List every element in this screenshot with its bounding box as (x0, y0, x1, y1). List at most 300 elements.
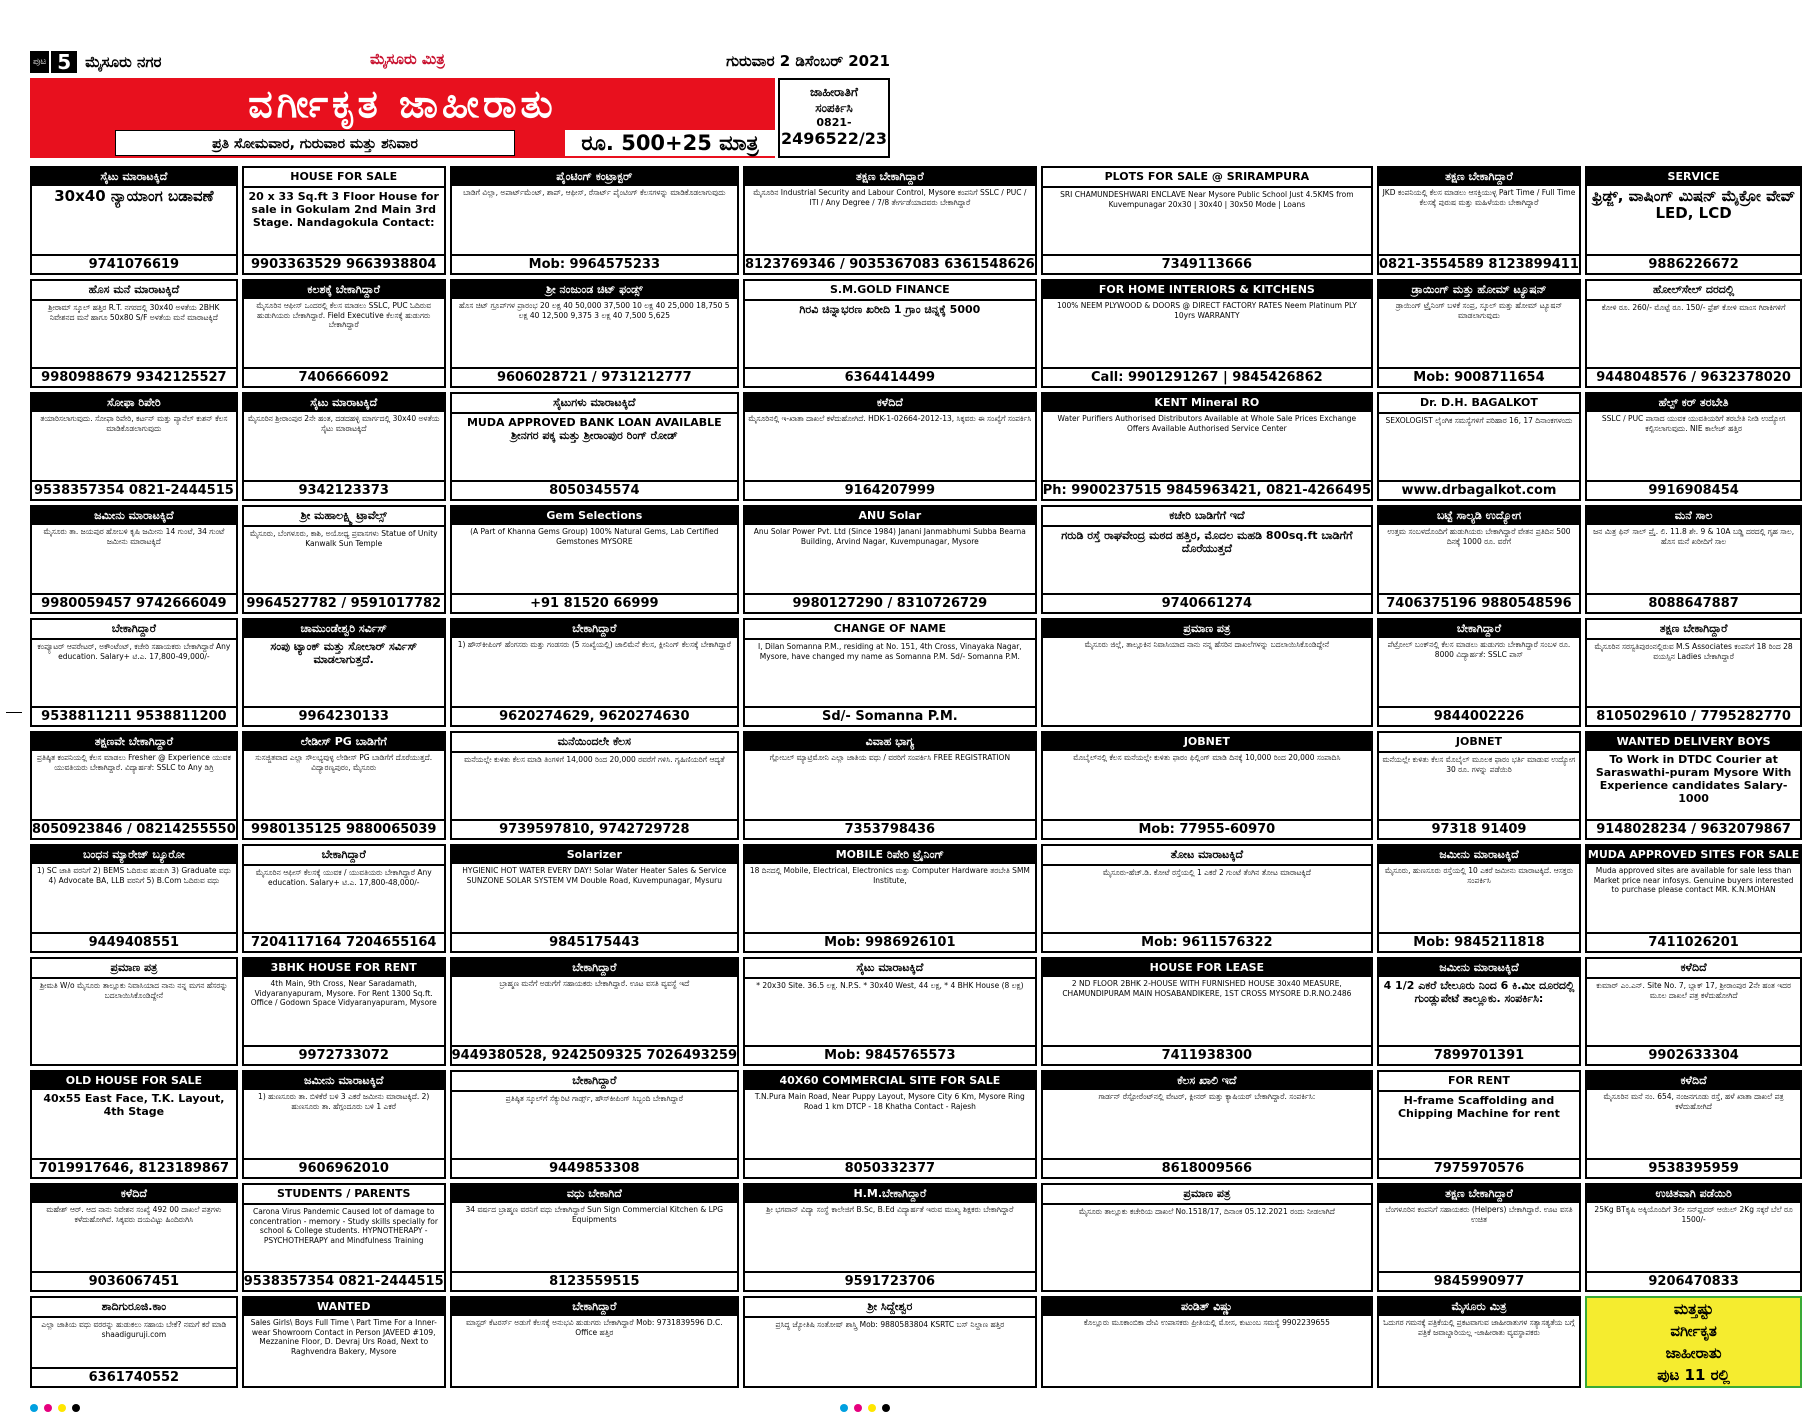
classified-ad (30, 392, 238, 501)
ad-heading: ಜಮೀನು ಮಾರಾಟಕ್ಕಿದೆ (244, 1072, 444, 1090)
ad-heading: ವಧು ಬೇಕಾಗಿದೆ (452, 1185, 737, 1203)
ad-body: ಮೈಸೂರು, ಹುಣಸೂರು ರಸ್ತೆಯಲ್ಲಿ 10 ಎಕರೆ ಜಮೀನು ಮಾರಾಟಕ್ಕಿದೆ. ಆಸಕ್ತರು ಸಂಪರ್ಕಿಸಿ (1384, 866, 1574, 885)
ad-phone: 8050345574 (452, 480, 737, 499)
ad-phone: Mob: 9845765573 (745, 1045, 1035, 1064)
ad-heading: ಕಳೆದಿದೆ (32, 1185, 236, 1203)
more-panel-line2: ವರ್ಗೀಕೃತ (1670, 1322, 1717, 1340)
ad-heading: SERVICE (1587, 168, 1800, 186)
classified-ad (450, 1296, 739, 1388)
ad-phone: www.drbagalkot.com (1379, 480, 1579, 499)
ad-phone: 7406666092 (244, 367, 444, 386)
ad-heading: ಪೈಂಟಿಂಗ್ ಕಂಟ್ರಾಕ್ಟರ್ (452, 168, 737, 186)
ad-heading: ಹೊಸ ಮನೆ ಮಾರಾಟಕ್ಕಿದೆ (32, 281, 236, 301)
more-classifieds-panel (1585, 1296, 1802, 1388)
ad-heading: STUDENTS / PARENTS (244, 1185, 444, 1205)
classified-ad (1041, 957, 1373, 1066)
classified-ad (1377, 844, 1581, 953)
ad-heading: ಉಚಿತವಾಗಿ ಪಡೆಯಿರಿ (1587, 1185, 1800, 1203)
ad-body: * 20x30 Site. 36.5 ಲಕ್ಷ. N.P.S. * 30x40 West, 44 ಲಕ್ಷ, * 4 BHK House (8 ಲಕ್ಷ) (756, 981, 1024, 990)
classified-ad (242, 1070, 446, 1179)
ad-body: ಸುಸಜ್ಜಿತವಾದ ಎಲ್ಲಾ ಸೌಲಭ್ಯವುಳ್ಳ ಲೇಡೀಸ್ PG ಬಾಡಿಗೆಗೆ ದೊರೆಯುತ್ತದೆ. ವಿದ್ಯಾರಣ್ಯಪುರಂ, ಮೈಸೂರು (255, 753, 433, 772)
ad-phone: 7353798436 (745, 819, 1035, 838)
ad-body: SSLC / PUC ಪಾಸಾದ ಯುವಕ ಯುವತಿಯರಿಗೆ ತರಬೇತಿ ನೀಡಿ ಉದ್ಯೋಗ ಕಲ್ಪಿಸಲಾಗುವುದು. NIE ಕಾಲೇಜ್ ಹತ್ತಿರ (1601, 414, 1786, 433)
ad-body: ಶ್ರೀ ಭಗವಾನ್ ವಿದ್ಯಾ ಸಂಸ್ಥೆ ಕಾಲೇಜಿಗೆ B.Sc, B.Ed ವಿದ್ಯಾರ್ಹತೆ ಇರುವ ಮುಖ್ಯ ಶಿಕ್ಷಕರು ಬೇಕಾಗಿದ್ದಾರೆ (766, 1205, 1014, 1214)
ad-body: 100% NEEM PLYWOOD & DOORS @ DIRECT FACTORY RATES Neem Platinum PLY 10yrs WARRANTY (1056, 301, 1357, 320)
yellow-dot (58, 1404, 66, 1412)
ad-phone: 8618009566 (1043, 1158, 1371, 1177)
contact-line-4: 2496522/23 (780, 129, 888, 148)
ad-body: ಹೊಸ ಚಿಟ್ ಗ್ರೂಪ್‌ಗಳ ಪ್ರಾರಂಭ 20 ಲಕ್ಷ 40 50,000 37,500 10 ಲಕ್ಷ 40 25,000 18,750 5 ಲಕ್ಷ 40 12,500 9,375 3 ಲಕ್ಷ 40 7,500 5,625 (459, 301, 730, 320)
ad-phone: 8123769346 / 9035367083 6361548626 (745, 254, 1035, 273)
ad-phone: 9903363529 9663938804 (244, 254, 444, 273)
page-prefix: ಪುಟ (30, 51, 49, 73)
ad-phone: 8088647887 (1587, 593, 1800, 612)
ad-body: JKD ಕಂಪನಿಯಲ್ಲಿ ಕೆಲಸ ಮಾಡಲು ಆಸಕ್ತಿಯುಳ್ಳ Part Time / Full Time ಕೆಲಸಕ್ಕೆ ಪುರುಷ ಮತ್ತು ಮಹಿಳೆಯರು ಬೇಕಾಗಿದ್ದಾರೆ (1382, 188, 1576, 207)
ad-phone: 9538811211 9538811200 (32, 706, 236, 725)
ad-heading: CHANGE OF NAME (745, 620, 1035, 640)
ad-heading: PLOTS FOR SALE @ SRIRAMPURA (1043, 168, 1371, 188)
ad-body: ಬ್ರಾಹ್ಮಣ ಮನೆಗೆ ಅಡುಗೆಗೆ ಸಹಾಯಕರು ಬೇಕಾಗಿದ್ದಾರೆ. ಊಟ ವಸತಿ ವ್ಯವಸ್ಥೆ ಇದೆ (499, 979, 690, 988)
classified-ad (1585, 1183, 1802, 1292)
ad-heading: OLD HOUSE FOR SALE (32, 1072, 236, 1090)
ad-body: ಕುಮಾರ್ ಎಂ.ಎನ್. Site No. 7, ಬ್ಲಾಕ್ 17, ಶ್ರೀರಾಂಪುರ 2ನೇ ಹಂತ ಇದರ ಮೂಲ ದಾಖಲೆ ಪತ್ರ ಕಳೆದುಹೋಗಿದೆ (1596, 981, 1791, 1000)
classified-ad (242, 505, 446, 614)
classified-ad (242, 1296, 446, 1388)
ad-phone: 7899701391 (1379, 1045, 1579, 1064)
ad-heading: ಸೈಟು ಮಾರಾಟಕ್ಕಿದೆ (32, 168, 236, 186)
classified-ad (1377, 392, 1581, 501)
classified-ad (743, 844, 1037, 953)
ad-phone: Call: 9901291267 | 9845426862 (1043, 367, 1371, 386)
ad-heading: ಲೇಡೀಸ್ PG ಬಾಡಿಗೆಗೆ (244, 733, 444, 751)
classified-ad (1041, 279, 1373, 388)
classified-ad (242, 731, 446, 840)
ad-heading: WANTED DELIVERY BOYS (1587, 733, 1800, 751)
newspaper-logo: ಮೈಸೂರು ಮಿತ್ರ (370, 50, 445, 68)
ad-phone: 9902633304 (1587, 1045, 1800, 1064)
ad-heading: ಸೈಟು ಮಾರಾಟಕ್ಕಿದೆ (745, 959, 1035, 979)
classified-ad (30, 1070, 238, 1179)
ad-body: 1) ಹುಣಸೂರು ತಾ. ಬಿಳಿಕೆರೆ ಬಳಿ 3 ಎಕರೆ ಜಮೀನು ಮಾರಾಟಕ್ಕಿದೆ. 2) ಹುಣಸೂರು ತಾ. ಹೆಗ್ಗಂದೂರು ಬಳಿ 1 ಎಕರೆ (258, 1092, 430, 1111)
classified-ad (1041, 505, 1373, 614)
ad-body: ಪ್ರತಿಷ್ಠಿತ ಸ್ಕೂಲ್‌ಗೆ ಸೆಕ್ಯುರಿಟಿ ಗಾರ್ಡ್ಸ್, ಹೌಸ್‌ಕೀಪಿಂಗ್ ಸಿಬ್ಬಂದಿ ಬೇಕಾಗಿದ್ದಾರೆ (505, 1094, 683, 1103)
ad-heading: ತಕ್ಷಣ ಬೇಕಾಗಿದ್ದಾರೆ (745, 168, 1035, 186)
ad-phone: 7411026201 (1587, 932, 1800, 951)
classified-ad (30, 279, 238, 388)
ad-body: 4 1/2 ಎಕರೆ ಬೇಲೂರು ನಿಂದ 6 ಕಿ.ಮೀ ದೂರದಲ್ಲಿ ಗುಂಡ್ಲುಪೇಟೆ ತಾಲ್ಲೂಕು. ಸಂಪರ್ಕಿಸಿ: (1383, 979, 1575, 1005)
ad-heading: Solarizer (452, 846, 737, 864)
ad-heading: ಬೇಕಾಗಿದ್ದಾರೆ (452, 1072, 737, 1092)
ad-body: ಮೈಸೂರಿನ ಆಫೀಸ್ ಒಂದರಲ್ಲಿ ಕೆಲಸ ಮಾಡಲು SSLC, PUC ಓದಿರುವ ಹುಡುಗಿಯರು ಬೇಕಾಗಿದ್ದಾರೆ. Field Executive ಕೆಲಸಕ್ಕೆ ಹುಡುಗರು ಬೇಕಾಗಿದ್ದಾರೆ (256, 301, 432, 329)
ad-phone: 7204117164 7204655164 (244, 932, 444, 951)
ad-body: ಮೈಸೂರು, ಬೆಂಗಳೂರು, ಕಾಶಿ, ಅಯೋಧ್ಯ ಪ್ರವಾಸಗಳು Statue of Unity Kanwalk Sun Temple (249, 529, 438, 548)
classified-ad (30, 1183, 238, 1292)
classified-ad (450, 618, 739, 727)
classified-ad (242, 392, 446, 501)
ad-heading: ಬೇಕಾಗಿದ್ದಾರೆ (452, 959, 737, 977)
classified-ad (1377, 957, 1581, 1066)
registration-dots-right (840, 1404, 890, 1412)
ad-heading: ಶಾದಿಗುರೂಜಿ.ಕಾಂ (32, 1298, 236, 1318)
ad-body: SEXOLOGIST ಲೈಂಗಿಕ ಸಮಸ್ಯೆಗಳಿಗೆ ಪರಿಹಾರ 16, 17 ದಿನಾಂಕಗಳಂದು (1385, 416, 1573, 425)
cyan-dot (30, 1404, 38, 1412)
ad-body: To Work in DTDC Courier at Saraswathi-puram Mysore With Experience candidates Salary-1000 (1595, 753, 1792, 805)
classified-ad (242, 166, 446, 275)
ad-heading: ತಕ್ಷಣ ಬೇಕಾಗಿದ್ದಾರೆ (1379, 168, 1579, 186)
ad-body: SRI CHAMUNDESHWARI ENCLAVE Near Mysore Public School Just 4.5KMS from Kuvempunagar 20x30 | 30x40 | 30x50 Mode | Loans (1060, 190, 1354, 209)
ad-heading: MOBILE ರಿಪೇರಿ ಟ್ರೈನಿಂಗ್ (745, 846, 1035, 864)
ad-body: ಮೈಸೂರಿನಲ್ಲಿ ಇ-ಖಾತಾ ದಾಖಲೆ ಕಳೆದುಹೋಗಿದೆ. HDK-1-02664-2012-13, ಸಿಕ್ಕವರು ಈ ಸಂಖ್ಯೆಗೆ ಸಂಪರ್ಕಿಸಿ (748, 414, 1032, 423)
ad-heading: FOR RENT (1379, 1072, 1579, 1092)
ad-phone: Sd/- Somanna P.M. (745, 706, 1035, 725)
registration-dots-left (30, 1404, 80, 1412)
ad-phone: 9964230133 (244, 706, 444, 725)
contact-line-2: ಸಂಪರ್ಕಿಸಿ (815, 101, 853, 115)
classified-ad (743, 1183, 1037, 1292)
ad-heading: ಬೇಕಾಗಿದ್ದಾರೆ (452, 1298, 737, 1316)
ad-body: 34 ವರ್ಷದ ಬ್ರಾಹ್ಮಣ ವರನಿಗೆ ವಧು ಬೇಕಾಗಿದ್ದಾರೆ Sun Sign Commercial Kitchen & LPG Equipments (465, 1205, 724, 1224)
section-city: ಮೈಸೂರು ನಗರ (85, 53, 162, 71)
ad-heading: 3BHK HOUSE FOR RENT (244, 959, 444, 977)
classified-ad (743, 618, 1037, 727)
ad-heading: 40X60 COMMERCIAL SITE FOR SALE (745, 1072, 1035, 1090)
ad-phone: 9206470833 (1587, 1271, 1800, 1290)
classified-ad (30, 1296, 238, 1388)
ad-body: ಮೈಸೂರಿನ ಸರಸ್ವತಿಪುರಂನಲ್ಲಿರುವ M.S Associates ಕಂಪನಿಗೆ 18 ರಿಂದ 28 ವಯಸ್ಸಿನ Ladies ಬೇಕಾಗಿದ್ದಾರೆ (1594, 642, 1793, 661)
classified-ad (30, 844, 238, 953)
ad-body: ಎಲ್ಲಾ ಜಾತಿಯ ವಧು ವರರನ್ನು ಹುಡುಕಲು ಸಹಾಯ ಬೇಕೆ? ನಮಗೆ ಕರೆ ಮಾಡಿ shaadiguruji.com (41, 1320, 227, 1339)
ad-body: 1) ಹೌಸ್‌ಕೀಪಿಂಗ್ ಹೆಂಗಸರು ಮತ್ತು ಗಂಡಸರು (5 ಸಂಖ್ಯೆಯಲ್ಲಿ) ಜಾಲಿಮೆನೆ ಕೆಲಸ, ಕ್ಲೀನಿಂಗ್ ಕೆಲಸಕ್ಕೆ ಬೇಕಾಗಿದ್ದಾರೆ (457, 640, 731, 649)
classified-ad (1585, 731, 1802, 840)
ad-body: ಪೆಟ್ರೋಲ್ ಬಂಕ್‌ನಲ್ಲಿ ಕೆಲಸ ಮಾಡಲು ಹುಡುಗರು ಬೇಕಾಗಿದ್ದಾರೆ ಸಂಬಳ ರೂ. 8000 ವಿದ್ಯಾರ್ಹತೆ: SSLC ಪಾಸ್ (1387, 640, 1571, 659)
ad-phone: 6364414499 (745, 367, 1035, 386)
ad-body: 40x55 East Face, T.K. Layout, 4th Stage (43, 1092, 225, 1118)
ad-body: I, Dilan Somanna P.M., residing at No. 151, 4th Cross, Vinayaka Nagar, Mysore, have changed my name as Somanna P.M. Sd/- Somanna P.M. (758, 642, 1022, 661)
ad-body: Sales Girls\ Boys Full Time \ Part Time For a Inner-wear Showroom Contact in Person JAVEED #109, Mezzanine Floor, D. Devraj Urs Road, Next to Raghvendra Bakery, Mysore (250, 1318, 437, 1356)
ad-phone: 9980127290 / 8310726729 (745, 593, 1035, 612)
classified-ad (1377, 166, 1581, 275)
classified-ad (30, 731, 238, 840)
ad-phone: Mob: 9611576322 (1043, 932, 1371, 951)
classified-ad (743, 166, 1037, 275)
ad-body: (A Part of Khanna Gems Group) 100% Natural Gems, Lab Certified Gemstones MYSORE (470, 527, 719, 546)
ad-heading: ಜಮೀನು ಮಾರಾಟಕ್ಕಿದೆ (1379, 846, 1579, 864)
ad-body: ಮನೆಯಲ್ಲೇ ಕುಳಿತು ಕೆಲಸ ಮಾಡಿ ತಿಂಗಳಿಗೆ 14,000 ರಿಂದ 20,000 ರವರೆಗೆ ಗಳಿಸಿ. ಗೃಹಿಣಿಯರಿಗೆ ಆದ್ಯತೆ (464, 755, 725, 764)
ad-heading: ಹೋಲ್‌ಸೇಲ್ ದರದಲ್ಲಿ (1587, 281, 1800, 301)
classified-ad (1377, 1070, 1581, 1179)
ad-phone: 9916908454 (1587, 480, 1800, 499)
ad-phone: 9964527782 / 9591017782 (244, 593, 444, 612)
ad-heading: ಮನೆಯಿಂದಲೇ ಕೆಲಸ (452, 733, 737, 753)
ad-heading: MUDA APPROVED SITES FOR SALE (1587, 846, 1800, 864)
classified-ad (1041, 1296, 1373, 1388)
classified-ad (1041, 618, 1373, 727)
ad-heading: ಬಟ್ಟೆ ಸಾಲ್ಯಡಿ ಉದ್ಯೋಗ (1379, 507, 1579, 525)
ad-phone: 9342123373 (244, 480, 444, 499)
ad-heading: HOUSE FOR SALE (244, 168, 444, 188)
ad-heading: ಪ್ರಮಾಣ ಪತ್ರ (1043, 620, 1371, 638)
classified-banner (30, 78, 775, 158)
ad-body: ಗಾರ್ಡನ್ ರೆಸ್ಟೋರೆಂಟ್‌ನಲ್ಲಿ ವೇಟರ್, ಕ್ಲೀನರ್ ಮತ್ತು ಕ್ಯಾಷಿಯರ್ ಬೇಕಾಗಿದ್ದಾರೆ. ಸಂಪರ್ಕಿಸಿ: (1098, 1092, 1316, 1101)
ad-body: ಶ್ರೀಮತಿ W/o ಮೈಸೂರು ತಾಲ್ಲೂಕು ನಿವಾಸಿಯಾದ ನಾನು ನನ್ನ ಮಗನ ಹೆಸರನ್ನು ಬದಲಾಯಿಸಿಕೊಂಡಿದ್ದೇನೆ (39, 981, 228, 1000)
ad-body: ಮೈಸೂರು ಜಿಲ್ಲೆ, ತಾಲ್ಲೂಕಿನ ನಿವಾಸಿಯಾದ ನಾನು ನನ್ನ ಹೆಸರಿನ ದಾಖಲೆಗಳನ್ನು ಬದಲಾಯಿಸಿಕೊಂಡಿದ್ದೇನೆ (1084, 640, 1330, 649)
ad-phone: 8105029610 / 7795282770 (1587, 706, 1800, 725)
ad-phone: 9591723706 (745, 1271, 1035, 1290)
ad-heading: ತಕ್ಷಣ ಬೇಕಾಗಿದ್ದಾರೆ (1587, 620, 1800, 640)
ad-heading: ಶ್ರೀ ಮಹಾಲಕ್ಷ್ಮಿ ಟ್ರಾವೆಲ್ಸ್ (244, 507, 444, 527)
classified-ad (1585, 618, 1802, 727)
ad-heading: S.M.GOLD FINANCE (745, 281, 1035, 301)
ad-body: ಮೈಸೂರಿನ Industrial Security and Labour Control, Mysore ಕಂಪನಿಗೆ SSLC / PUC / ITI / Any Degree / 7/8 ತೇರ್ಗಡೆಯಾದವರು ಬೇಕಾಗಿದ್ದಾರೆ (753, 188, 1027, 207)
ad-body: ಬಾಡಿಗೆ ವಿಲ್ಲಾ, ಅಪಾರ್ಟ್‌ಮೆಂಟ್, ಶಾಪ್, ಆಫೀಸ್, ರೆಸಾರ್ಟ್ ಪೈಂಟಿಂಗ್ ಕೆಲಸಗಳನ್ನು ಮಾಡಿಕೊಡಲಾಗುವುದು (463, 188, 726, 197)
classified-ad (1041, 844, 1373, 953)
ad-phone: 9606962010 (244, 1158, 444, 1177)
ad-heading: H.M.ಬೇಕಾಗಿದ್ದಾರೆ (745, 1185, 1035, 1203)
ad-phone: 6361740552 (32, 1367, 236, 1386)
ad-body: ಜನ ಮಿತ್ರ ಫಿನ್ ಸಾಲ್ ಪ್ರೈ. ಲಿ. 11.8 ಶೇ. 9 & 10A ಬಡ್ಡಿ ದರದಲ್ಲಿ ಗೃಹ ಸಾಲ, ಹೊಸ ಮನೆ ಖರೀದಿಗೆ ಸಾಲ (1593, 527, 1795, 546)
classified-ad (242, 618, 446, 727)
more-panel-line3: ಜಾಹೀರಾತು (1665, 1344, 1722, 1362)
ad-phone: 9449853308 (452, 1158, 737, 1177)
ad-phone: 9845175443 (452, 932, 737, 951)
ad-heading: ಶ್ರೀ ಸಿದ್ದೇಶ್ವರ (745, 1298, 1035, 1318)
ad-phone: 9980135125 9880065039 (244, 819, 444, 838)
ad-heading: ಬೇಕಾಗಿದ್ದಾರೆ (452, 620, 737, 638)
classified-ad (30, 166, 238, 275)
ad-phone: 9538395959 (1587, 1158, 1800, 1177)
classified-ad (1041, 392, 1373, 501)
ad-heading: ಮೈಸೂರು ಮಿತ್ರ (1379, 1298, 1579, 1316)
black-dot (882, 1404, 890, 1412)
classified-ad (1377, 279, 1581, 388)
ad-phone: Mob: 77955-60970 (1043, 819, 1371, 838)
ad-phone: 8050332377 (745, 1158, 1035, 1177)
ad-body: ಪ್ರತಿಷ್ಠಿತ ಕಂಪನಿಯಲ್ಲಿ ಕೆಲಸ ಮಾಡಲು Fresher @ Experience ಯುವಕ ಯುವತಿಯರು ಬೇಕಾಗಿದ್ದಾರೆ. ವಿದ್ಯಾರ್ಹತೆ: SSLC to Any ಡಿಗ್ರಿ (36, 753, 231, 772)
ad-body: ಸಂಪು ಟ್ಯಾಂಕ್ ಮತ್ತು ಸೋಲಾರ್ ಸರ್ವಿಸ್ ಮಾಡಲಾಗುತ್ತದೆ. (270, 640, 417, 666)
ad-body: 30x40 ನ್ಯಾಯಾಂಗ ಬಡಾವಣೆ (54, 187, 214, 205)
ad-heading: HOUSE FOR LEASE (1043, 959, 1371, 977)
ad-phone: 9845990977 (1379, 1271, 1579, 1290)
ad-heading: ಸೈಟುಗಳು ಮಾರಾಟಕ್ಕಿದೆ (452, 394, 737, 414)
ad-phone: 9741076619 (32, 254, 236, 273)
ad-phone: 7975970576 (1379, 1158, 1579, 1177)
classified-ad (242, 957, 446, 1066)
classified-ad (30, 618, 238, 727)
ad-heading: Gem Selections (452, 507, 737, 525)
ad-heading: ಶ್ರೀ ನಂಜುಂಡ ಚಿಟ್ ಫಂಡ್ಸ್ (452, 281, 737, 299)
black-dot (72, 1404, 80, 1412)
ad-body: MUDA APPROVED BANK LOAN AVAILABLE ಶ್ರೀನಗರ ಪಕ್ಕ ಮತ್ತು ಶ್ರೀರಾಂಪುರ ರಿಂಗ್ ರೋಡ್ (466, 416, 722, 442)
banner-price: ರೂ. 500+25 ಮಾತ್ರ (565, 130, 775, 156)
classified-ad (1377, 731, 1581, 840)
ad-heading: ಜಮೀನು ಮಾರಾಟಕ್ಕಿದೆ (1379, 959, 1579, 977)
classified-ad (743, 1296, 1037, 1388)
ad-body: ಉತ್ತಮ ಸಂಬಳದೊಂದಿಗೆ ಹುಡುಗಿಯರು ಬೇಕಾಗಿದ್ದಾರೆ ವೇತನ ಪ್ರತಿದಿನ 500 ದಿನಕ್ಕೆ 1000 ರೂ. ವರೆಗೆ (1387, 527, 1571, 546)
classified-grid (30, 166, 1800, 1388)
ad-heading: ಕಳೆದಿದೆ (1587, 1072, 1800, 1090)
ad-phone: 7411938300 (1043, 1045, 1371, 1064)
ad-body: ಓದುಗರ ಗಮನಕ್ಕೆ ಪತ್ರಿಕೆಯಲ್ಲಿ ಪ್ರಕಟವಾಗುವ ಜಾಹೀರಾತುಗಳ ಸತ್ಯಾಸತ್ಯತೆಯ ಬಗ್ಗೆ ಪತ್ರಿಕೆ ಜವಾಬ್ದಾರಿಯಲ್ಲ -ಜಾಹೀರಾತು ವ್ಯವಸ್ಥಾಪಕರು (1383, 1318, 1575, 1337)
ad-heading: ಬೇಕಾಗಿದ್ದಾರೆ (32, 620, 236, 640)
more-panel-line4: ಪುಟ 11 ರಲ್ಲಿ (1657, 1366, 1730, 1384)
classified-ad (450, 1183, 739, 1292)
ad-body: ತಯಾರಿಸಲಾಗುವುದು. ಸೋಫಾ ರಿಪೇರಿ, ಕರ್ಟನ್ ಮತ್ತು ಪ್ಯಾನೆಲ್ ಕುಶನ್ ಕೆಲಸ ಮಾಡಿಕೊಡಲಾಗುವುದು (40, 414, 228, 433)
margin-mark (6, 712, 22, 713)
ad-phone: 9449380528, 9242509325 7026493259 (452, 1045, 737, 1064)
ad-phone: 7406375196 9880548596 (1379, 593, 1579, 612)
ad-heading: ಚಾಮುಂಡೇಶ್ವರಿ ಸರ್ವಿಸ್ (244, 620, 444, 638)
ad-phone: Mob: 9986926101 (745, 932, 1035, 951)
classified-ad (1585, 392, 1802, 501)
ad-body: ಫ್ರಿಡ್ಜ್, ವಾಷಿಂಗ್ ಮಿಷನ್ ಮೈಕ್ರೋ ವೇವ್ LED, LCD (1592, 187, 1796, 222)
ad-phone: 9449408551 (32, 932, 236, 951)
classified-ad (242, 279, 446, 388)
classified-ad (1377, 1296, 1581, 1388)
ad-body: ಕೊಲ್ಲೂರು ಮೂಕಾಂಬಿಕಾ ದೇವಿ ಉಪಾಸಕರು ಪ್ರೀತಿಯಲ್ಲಿ ಮೋಸ, ಕುಟುಂಬ ಸಮಸ್ಯೆ 9902239655 (1083, 1318, 1330, 1327)
ad-body: 25Kg BTಕೃಷಿ ಅಕ್ಕಿಯೊಂದಿಗೆ 3ಲೀ ಸನ್‌ಫ್ಲವರ್ ಆಯಿಲ್ 2Kg ಸಕ್ಕರೆ ಬೆಲೆ ರೂ 1500/- (1594, 1205, 1793, 1224)
ad-heading: ಪ್ರಮಾಣ ಪತ್ರ (32, 959, 236, 979)
ad-body: Anu Solar Power Pvt. Ltd (Since 1984) Janani Janmabhumi Subba Bearna Building, Arvind Nagar, Kuvempunagar, Mysore (753, 527, 1026, 546)
classified-ad (450, 392, 739, 501)
classified-ad (450, 1070, 739, 1179)
ad-body: Muda approved sites are available for sale less than Market price near infosys. Genuine buyers interested to purchase please contact MR. K.N.MOHAN (1593, 866, 1794, 894)
ad-phone: 9980988679 9342125527 (32, 367, 236, 386)
classified-ad (1041, 731, 1373, 840)
ad-phone: 9036067451 (32, 1271, 236, 1290)
ad-body: ಮೈಸೂರಿನ ಶ್ರೀರಾಂಪುರ 2ನೇ ಹಂತ, ದಡದಹಳ್ಳಿ ಮಾರ್ಗದಲ್ಲಿ 30x40 ಅಳತೆಯ ಸೈಟು ಮಾರಾಟಕ್ಕಿದೆ (247, 414, 440, 433)
ad-body: HYGIENIC HOT WATER EVERY DAY! Solar Water Heater Sales & Service SUNZONE SOLAR SYSTEM VM Double Road, Kuvempunagar, Mysuru (462, 866, 727, 885)
ad-body: ಡ್ರಾಯಿಂಗ್ ಟ್ರೈನಿಂಗ್ ಬಳಕೆ ಸಂಪ್ರ, ಸ್ಕೂಲ್ ಮತ್ತು ಹೋಮ್ ಟ್ಯೂಷನ್ ಮಾಡಲಾಗುವುದು (1395, 301, 1563, 320)
page-badge (30, 51, 161, 73)
ad-phone: 9538357354 0821-2444515 (244, 1271, 444, 1290)
ad-heading: ಪ್ರಮಾಣ ಪತ್ರ (1043, 1185, 1371, 1205)
banner-title: ವರ್ಗೀಕೃತ ಜಾಹೀರಾತು (248, 82, 557, 126)
ad-body: 18 ದಿನದಲ್ಲಿ Mobile, Electrical, Electronics ಮತ್ತು Computer Hardware ತರಬೇತಿ SMM Institute, (749, 866, 1030, 885)
ad-phone: 9972733072 (244, 1045, 444, 1064)
classified-ad (743, 279, 1037, 388)
ad-heading: ತೋಟ ಮಾರಾಟಕ್ಕಿದೆ (1043, 846, 1371, 866)
ad-body: ಮೈಸೂರು-ಹೆಚ್.ಡಿ. ಕೋಟೆ ರಸ್ತೆಯಲ್ಲಿ 1 ಎಕರೆ 2 ಗುಂಟೆ ತೆಂಗಿನ ತೋಟ ಮಾರಾಟಕ್ಕಿದೆ (1102, 868, 1311, 877)
ad-body: ಕಂಪ್ಯೂಟರ್ ಆಪರೇಟರ್, ಅಕೌಂಟೆಂಟ್, ಕಚೇರಿ ಸಹಾಯಕರು ಬೇಕಾಗಿದ್ದಾರೆ Any education. Salary+ ಟಿ.ಎ. 17,800-49,000/- (37, 642, 231, 661)
ad-body: ಗ್ಲೋಬಲ್ ಮ್ಯಾಟ್ರಿಮೋನಿ ಎಲ್ಲಾ ಜಾತಿಯ ವಧು / ವರರಿಗೆ ಸಂಪರ್ಕಿಸಿ FREE REGISTRATION (769, 753, 1011, 762)
ad-heading: ಬೇಕಾಗಿದ್ದಾರೆ (1379, 620, 1579, 638)
ad-body: Carona Virus Pandemic Caused lot of damage to concentration - memory - Study skills specially for school & College students. HYPNOTHERAPY - PSYCHOTHERAPY and Mindfulness Training (249, 1207, 438, 1245)
ad-body: 2 ND FLOOR 2BHK 2-HOUSE WITH FURNISHED HOUSE 30x40 MEASURE, CHAMUNDIPURAM MAIN HOSABANDIKERE, 1ST CROSS MYSORE D.R.NO.2486 (1062, 979, 1352, 998)
contact-line-3: 0821- (816, 116, 852, 129)
ad-heading: ANU Solar (745, 507, 1035, 525)
ad-body: Water Purifiers Authorised Distributors Available at Whole Sale Prices Exchange Offers Available Authorised Service Center (1057, 414, 1357, 433)
ad-body: H-frame Scaffolding and Chipping Machine for rent (1397, 1094, 1560, 1120)
ad-phone: 9980059457 9742666049 (32, 593, 236, 612)
ad-heading: ಬೇಕಾಗಿದ್ದಾರೆ (244, 846, 444, 866)
ad-phone: 8123559515 (452, 1271, 737, 1290)
classified-ad (743, 731, 1037, 840)
ad-phone: 9538357354 0821-2444515 (32, 480, 236, 499)
ad-phone: 9886226672 (1587, 254, 1800, 273)
ad-phone: 9740661274 (1043, 593, 1371, 612)
ad-phone: 9606028721 / 9731212777 (452, 367, 737, 386)
ad-body: ಮೈಸೂರು ತಾಲ್ಲೂಕು ಕಚೇರಿಯ ದಾಖಲೆ No.1518/17, ದಿನಾಂಕ 05.12.2021 ರಂದು ನೀಡಲಾಗಿದೆ (1078, 1207, 1335, 1216)
ad-phone: 0821-3554589 8123899411 (1379, 254, 1579, 273)
ad-body: ಮಹೇಶ್ ಆರ್. ಆದ ನಾನು ನಿವೇಶನ ಸಂಖ್ಯೆ 492 00 ದಾಖಲೆ ಪತ್ರಗಳು ಕಳೆದುಹೋಗಿವೆ. ಸಿಕ್ಕವರು ದಯವಿಟ್ಟು ಹಿಂದಿರುಗಿಸಿ (46, 1205, 222, 1224)
ad-phone: 9448048576 / 9632378020 (1587, 367, 1800, 386)
ad-heading: ಬಂಧನ ಮ್ಯಾರೇಜ್ ಬ್ಯೂರೋ (32, 846, 236, 864)
yellow-dot (868, 1404, 876, 1412)
magenta-dot (854, 1404, 862, 1412)
cyan-dot (840, 1404, 848, 1412)
classified-ad (1041, 1183, 1373, 1292)
banner-subtitle: ಪ್ರತಿ ಸೋಮವಾರ, ಗುರುವಾರ ಮತ್ತು ಶನಿವಾರ (115, 130, 515, 156)
classified-ad (743, 392, 1037, 501)
page-number: 5 (49, 51, 77, 73)
contact-box (778, 78, 890, 158)
ad-body: ಶ್ರೀರಾಮ್ ಸ್ಕೂಲ್ ಹತ್ತಿರ R.T. ನಗರದಲ್ಲಿ 30x40 ಅಳತೆಯ 2BHK ನಿವೇಶನದ ಮನೆ ಹಾಗೂ 50x80 S/F ಅಳತೆಯ ಮನೆ ಮಾರಾಟಕ್ಕಿದೆ (48, 303, 220, 322)
ad-phone: 9844002226 (1379, 706, 1579, 725)
classified-ad (1585, 844, 1802, 953)
classified-ad (1377, 505, 1581, 614)
ad-body: ಪ್ರಸಿದ್ಧ ಜ್ಯೋತಿಷಿ ಸಂತೋಷ್ ಶಾಸ್ತ್ರಿ Mob: 9880583804 KSRTC ಬಸ್ ನಿಲ್ದಾಣ ಹತ್ತಿರ (775, 1320, 1005, 1329)
ad-body: ಗಿರವಿ ಚಿನ್ನಾಭರಣ ಖರೀದಿ 1 ಗ್ರಾಂ ಚಿನ್ನಕ್ಕೆ 5000 (799, 303, 981, 316)
classified-ad (1585, 957, 1802, 1066)
classified-ad (1377, 618, 1581, 727)
ad-phone: 9620274629, 9620274630 (452, 706, 737, 725)
ad-heading: ಪಂಡಿತ್ ವಿಷ್ಣು (1043, 1298, 1371, 1316)
ad-heading: ಕೆಲಸ ಖಾಲಿ ಇದೆ (1043, 1072, 1371, 1090)
classified-ad (30, 505, 238, 614)
ad-heading: JOBNET (1043, 733, 1371, 751)
ad-phone: 97318 91409 (1379, 819, 1579, 838)
ad-phone: Mob: 9964575233 (452, 254, 737, 273)
ad-heading: FOR HOME INTERIORS & KITCHENS (1043, 281, 1371, 299)
ad-body: 1) SC ಜಾತಿ ವರನಿಗೆ 2) BEMS ಓದಿರುವ ಹುಡುಗಿ 3) Graduate ವಧು 4) Advocate BA, LLB ವರನಿಗೆ 5) B.Com ಓದಿರುವ ವಧು (36, 866, 231, 885)
classified-ad (450, 279, 739, 388)
contact-line-1: ಜಾಹೀರಾತಿಗೆ (810, 85, 858, 99)
classified-ad (743, 1070, 1037, 1179)
ad-phone: 9164207999 (745, 480, 1035, 499)
classified-ad (1041, 166, 1373, 275)
ad-body: ಮಾಸ್ಟರ್ ಕೆಟರರ್ಸ್ ಅಡುಗೆ ಕೆಲಸಕ್ಕೆ ಅನುಭವಿ ಹುಡುಗರು ಬೇಕಾಗಿದ್ದಾರೆ Mob: 9731839596 D.C. Office ಹತ್ತಿರ (465, 1318, 723, 1337)
ad-phone: 7349113666 (1043, 254, 1371, 273)
ad-heading: JOBNET (1379, 733, 1579, 753)
ad-heading: ತಕ್ಷಣ ಬೇಕಾಗಿದ್ದಾರೆ (1379, 1185, 1579, 1203)
ad-heading: ಕಳೆದಿದೆ (1587, 959, 1800, 979)
classified-ad (1585, 505, 1802, 614)
ad-heading: ವಿವಾಹ ಭಾಗ್ಯ (745, 733, 1035, 751)
classified-ad (1585, 166, 1802, 275)
ad-heading: ಕಲಶಕ್ಕೆ ಬೇಕಾಗಿದ್ದಾರೆ (244, 281, 444, 299)
ad-phone: Mob: 9845211818 (1379, 932, 1579, 951)
ad-body: ಮೊಬೈಲ್‌ನಲ್ಲಿ ಕೆಲಸ ಮನೆಯಲ್ಲೇ ಕುಳಿತು ಫಾರಂ ಫಿಲ್ಲಿಂಗ್ ಮಾಡಿ ದಿನಕ್ಕೆ 10,000 ರಿಂದ 20,000 ಸಂಪಾದಿಸಿ (1073, 753, 1341, 762)
ad-heading: ಕಳೆದಿದೆ (745, 394, 1035, 412)
ad-phone: +91 81520 66999 (452, 593, 737, 612)
ad-heading: ಸೋಫಾ ರಿಪೇರಿ (32, 394, 236, 412)
classified-ad (30, 957, 238, 1066)
classified-ad (1041, 1070, 1373, 1179)
classified-ad (450, 166, 739, 275)
classified-ad (450, 731, 739, 840)
classified-ad (242, 1183, 446, 1292)
top-strip (30, 50, 890, 74)
ad-body: T.N.Pura Main Road, Near Puppy Layout, Mysore City 6 Km, Mysore Ring Road 1 km DTCP - 18 Khatha Contact - Rajesh (754, 1092, 1025, 1111)
ad-phone: Mob: 9008711654 (1379, 367, 1579, 386)
ad-heading: ಮನೆ ಸಾಲ (1587, 507, 1800, 525)
classified-ad (743, 505, 1037, 614)
ad-body: ಮೈಸೂರು ತಾ. ಜಯಪುರ ಹೋಬಳಿ ಕೃಷಿ ಜಮೀನು 14 ಗುಂಟೆ, 34 ಗುಂಟೆ ಜಮೀನು ಮಾರಾಟಕ್ಕಿದೆ (43, 527, 225, 546)
ad-heading: ಡ್ರಾಯಿಂಗ್ ಮತ್ತು ಹೋಮ್ ಟ್ಯೂಷನ್ (1379, 281, 1579, 299)
ad-phone: Ph: 9900237515 9845963421, 0821-4266495 (1043, 480, 1371, 499)
magenta-dot (44, 1404, 52, 1412)
ad-body: 20 x 33 Sq.ft 3 Floor House for sale in Gokulam 2nd Main 3rd Stage. Nandagokula Contact: (248, 190, 439, 229)
